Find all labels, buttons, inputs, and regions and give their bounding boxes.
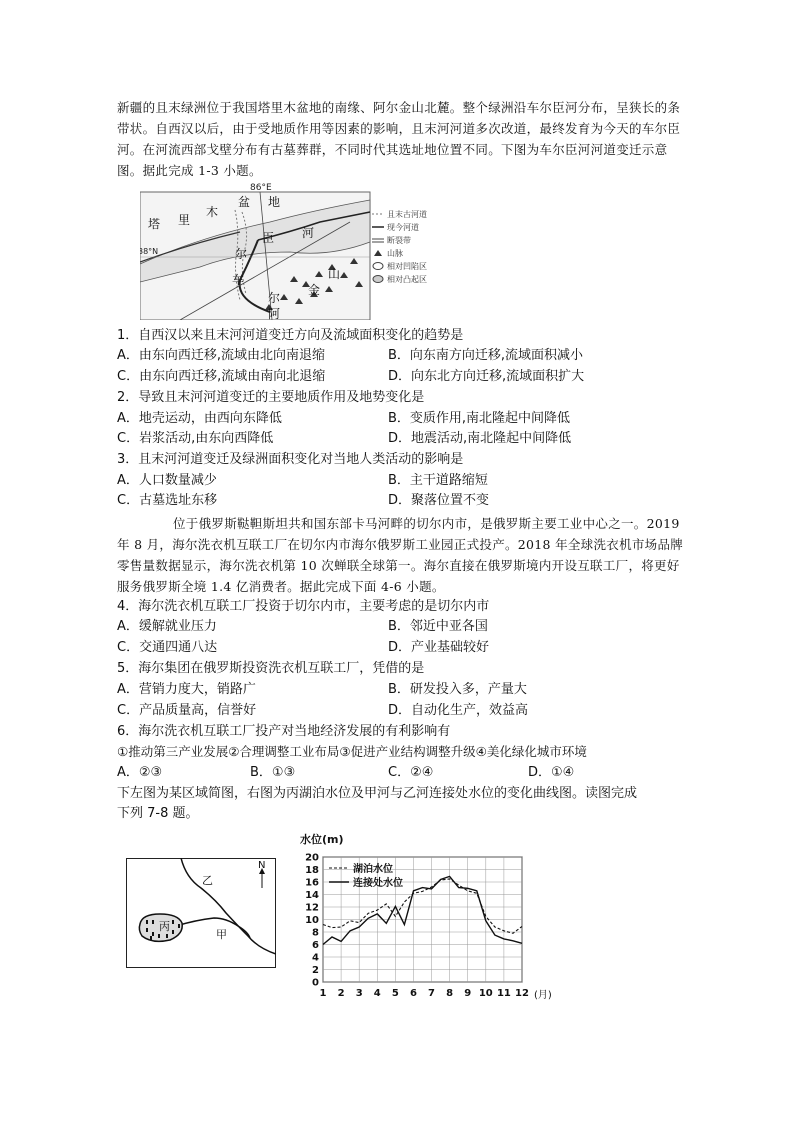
place-char: 阿	[268, 307, 281, 320]
y-tick-label: 20	[305, 852, 319, 864]
river-b-label: 乙	[202, 874, 213, 887]
q2-option-b: B．变质作用,南北隆起中间降低	[388, 411, 571, 426]
q3-option-a: A．人口数量减少	[117, 473, 217, 488]
place-char: 金	[308, 283, 321, 297]
x-tick-label: 5	[391, 988, 399, 999]
y-tick-label: 0	[312, 977, 319, 989]
river-a-label: 甲	[216, 928, 227, 941]
water-level-chart	[290, 830, 560, 1005]
x-tick-label: 11	[496, 988, 511, 999]
place-char: 车	[232, 273, 245, 287]
q4-option-a: A．缓解就业压力	[117, 619, 217, 634]
q4-option-b: B．邻近中亚各国	[388, 619, 488, 634]
question-3-stem: 3．且末河河道变迁及绿洲面积变化对当地人类活动的影响是	[117, 452, 464, 467]
y-tick-label: 12	[305, 902, 319, 914]
question-5-stem: 5．海尔集团在俄罗斯投资洗衣机互联工厂，凭借的是	[117, 661, 425, 676]
question-6-stem: 6．海尔洗衣机互联工厂投产对当地经济发展的有利影响有	[117, 724, 451, 739]
lat-label: 38°N	[140, 247, 159, 256]
legend-label: 断裂带	[387, 236, 411, 245]
q6-option-b: B．①③	[250, 765, 296, 780]
q2-option-c: C．岩浆活动,由东向西降低	[117, 431, 274, 446]
legend-label: 现今河道	[387, 223, 419, 232]
place-char: 尔	[235, 247, 248, 261]
place-char: 木	[206, 205, 219, 219]
q3-option-b: B．主干道路缩短	[388, 473, 488, 488]
x-tick-label: 10	[478, 988, 493, 999]
x-tick-label: 12	[515, 988, 529, 999]
q5-option-a: A．营销力度大，销路广	[117, 682, 256, 697]
legend-label: 山脉	[387, 249, 403, 258]
q2-option-d: D．地震活动,南北隆起中间降低	[388, 431, 572, 446]
legend-label: 湖泊水位	[353, 864, 393, 875]
y-tick-label: 10	[305, 915, 319, 926]
question-2-stem: 2．导致且末河河道变迁的主要地质作用及地势变化是	[117, 390, 425, 405]
q4-option-d: D．产业基础较好	[388, 640, 490, 655]
q6-option-a: A．②③	[117, 765, 163, 780]
question-4-stem: 4．海尔洗衣机互联工厂投资于切尔内市，主要考虑的是切尔内市	[117, 599, 490, 614]
x-tick-label: 2	[337, 988, 345, 999]
q5-option-d: D．自动化生产，效益高	[388, 703, 529, 718]
passage-2: 位于俄罗斯鞑靼斯坦共和国东部卡马河畔的切尔内市，是俄罗斯主要工业中心之一。2019 年 8 月，海尔洗衣机互联工厂在切尔内市海尔俄罗斯工业园正式投产。2018 年全球洗衣机市场品牌零售量数据显示，海尔洗衣机第 10 次蝉联全球第一。海尔直接在俄罗斯境内开设互联工厂，将更好服务俄罗斯全境 1.4 亿消费者。据此完成下面 4-6 小题。	[117, 516, 684, 594]
y-tick-label: 4	[312, 952, 319, 964]
north-arrow-label: N	[258, 860, 266, 871]
question-1-stem: 1．自西汉以来且末河河道变迁方向及流域面积变化的趋势是	[117, 328, 464, 343]
intro-7-8-line-1: 下左图为某区域简图，右图为丙湖泊水位及甲河与乙河连接处水位的变化曲线图。读图完成	[117, 786, 638, 801]
q4-option-c: C．交通四通八达	[117, 640, 218, 655]
q6-option-c: C．②④	[388, 765, 434, 780]
place-char: 河	[302, 226, 315, 240]
y-tick-label: 6	[312, 940, 319, 951]
legend-label: 相对凸起区	[387, 275, 427, 284]
y-tick-label: 2	[312, 965, 319, 976]
q6-option-d: D．①④	[528, 765, 575, 780]
y-tick-label: 18	[305, 865, 319, 876]
x-tick-label: 3	[355, 988, 363, 999]
intro-7-8-line-2: 下列 7-8 题。	[117, 806, 199, 821]
question-6-items: ①推动第三产业发展②合理调整工业布局③促进产业结构调整升级④美化绿化城市环境	[117, 744, 587, 759]
q1-option-b: B．向东南方向迁移,流域面积减小	[388, 348, 584, 363]
x-tick-label: 8	[446, 988, 454, 999]
legend-label: 且末古河道	[387, 210, 427, 219]
lake-label: 丙	[159, 920, 170, 933]
x-tick-label: 6	[409, 988, 417, 999]
q1-option-d: D．向东北方向迁移,流域面积扩大	[388, 369, 585, 384]
q3-option-c: C．古墓选址东移	[117, 493, 218, 508]
lon-label: 86°E	[250, 183, 272, 193]
x-axis-label: (月)	[534, 990, 552, 1001]
x-tick-label: 7	[428, 988, 436, 999]
place-char: 塔	[148, 217, 161, 231]
x-tick-label: 1	[319, 988, 327, 999]
x-tick-label: 4	[373, 988, 381, 999]
legend-label: 连接处水位	[353, 878, 403, 889]
q1-option-a: A．由东向西迁移,流域由北向南退缩	[117, 348, 326, 363]
place-char: 山	[328, 267, 341, 281]
y-tick-label: 16	[305, 877, 319, 889]
place-char: 盆	[238, 195, 251, 209]
q1-option-c: C．由东向西迁移,流域由南向北退缩	[117, 369, 326, 384]
q2-option-a: A．地壳运动，由西向东降低	[117, 411, 282, 426]
river-change-map	[140, 182, 445, 320]
y-tick-label: 8	[312, 927, 319, 939]
q5-option-c: C．产品质量高，信誉好	[117, 703, 257, 718]
region-sketch-map	[126, 858, 276, 968]
q5-option-b: B．研发投入多，产量大	[388, 682, 527, 697]
q3-option-d: D．聚落位置不变	[388, 493, 490, 508]
place-char: 里	[178, 213, 191, 227]
y-tick-label: 14	[305, 890, 319, 901]
water-level-chart-svg	[290, 830, 560, 1005]
y-axis-label: 水位(m)	[300, 833, 344, 846]
x-tick-label: 9	[464, 988, 472, 999]
place-char: 臣	[262, 231, 275, 245]
place-char: 地	[268, 195, 281, 209]
legend-label: 相对凹陷区	[387, 262, 427, 271]
passage-1: 新疆的且末绿洲位于我国塔里木盆地的南缘、阿尔金山北麓。整个绿洲沿车尔臣河分布，呈狭长的条带状。自西汉以后，由于受地质作用等因素的影响，且末河河道多次改道，最终发育为今天的车尔臣河。在河流西部戈壁分布有古墓葬群，不同时代其选址地位置不同。下图为车尔臣河河道变迁示意图。据此完成 1-3 小题。	[117, 100, 681, 178]
place-char: 尔	[268, 291, 281, 305]
